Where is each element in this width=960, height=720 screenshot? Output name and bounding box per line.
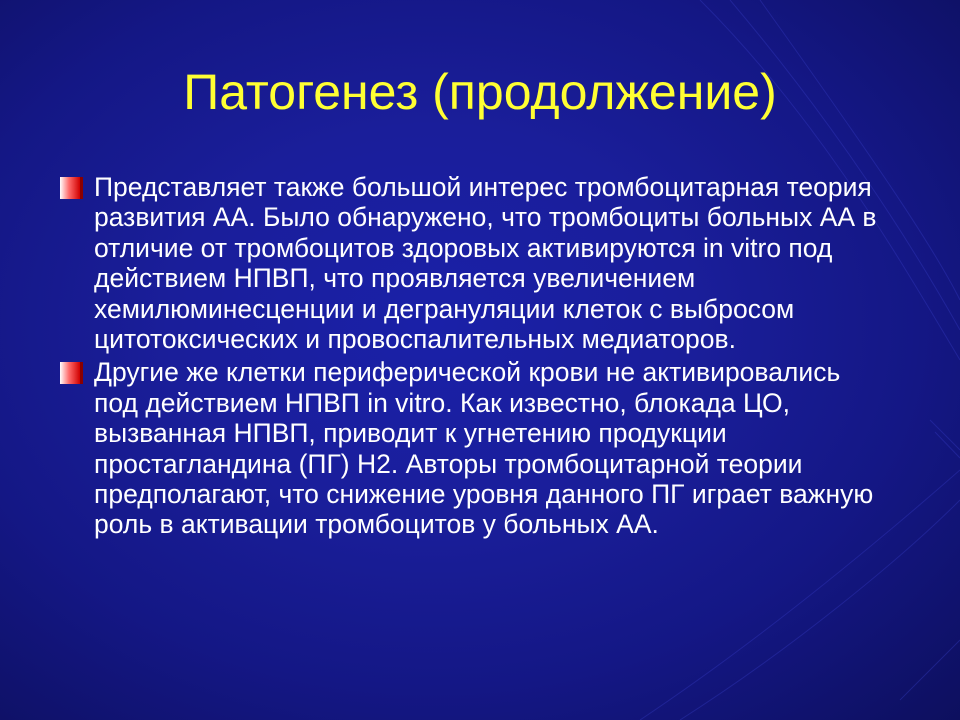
bullet-text: Другие же клетки периферической крови не активировались под действием НПВП in vitro. Как известно, блокада ЦО, вызванная НПВП, приводит к угнетению продукции простагландина (ПГ) Н2. Авторы тромбоцитарной теории предполагают, что снижение уровня данного ПГ играет важную роль в активации тромбоцитов у больных АА.: [94, 357, 874, 540]
slide-title: Патогенез (продолжение): [183, 64, 777, 120]
bullet-list: [58, 172, 888, 543]
bullet-text: Представляет также большой интерес тромбоцитарная теория развития АА. Было обнаружено, что тромбоциты больных АА в отличие от тромбоцитов здоровых активируются in vitro под действием НПВП, что проявляется увеличением хемилюминесценции и дегрануляции клеток с выбросом цитотоксических и провоспалительных медиаторов.: [94, 172, 877, 355]
bullet-item: [58, 172, 888, 354]
red-gradient-bullet-icon: [58, 175, 84, 201]
red-gradient-bullet-icon: [58, 360, 84, 386]
bullet-item: [58, 357, 888, 539]
